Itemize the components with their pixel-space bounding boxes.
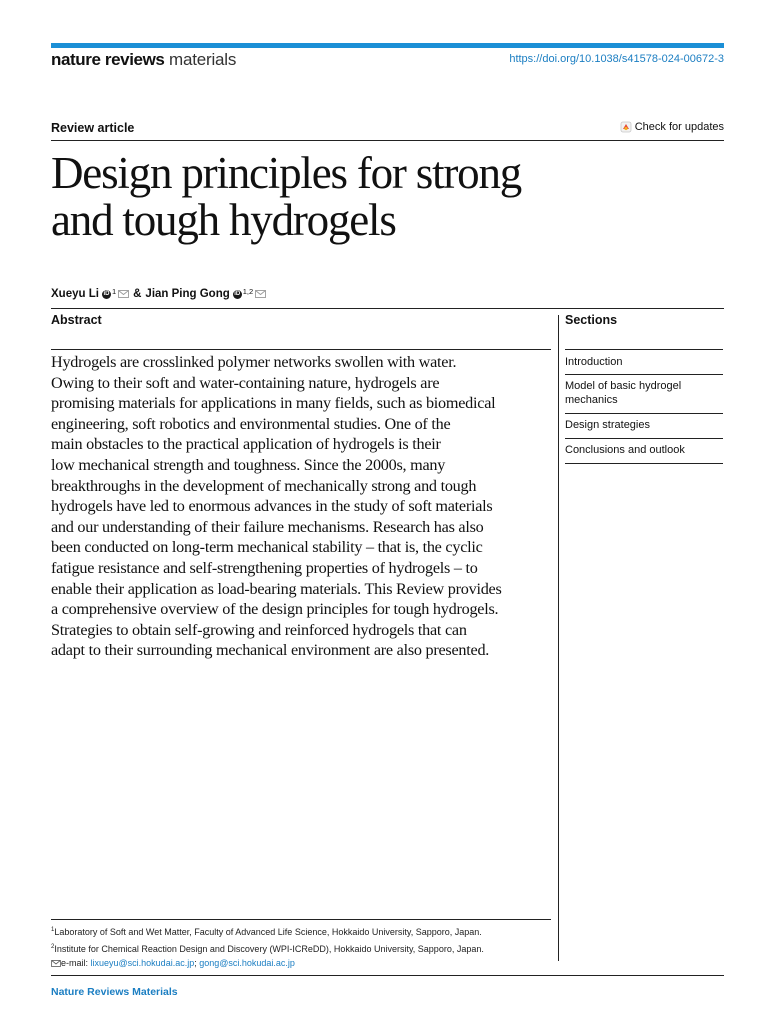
abstract-line: breakthroughs in the development of mechanically strong and tough [51,476,477,495]
sections-divider [565,438,723,439]
journal-name-regular: materials [169,50,237,69]
abstract-line: Strategies to obtain self-growing and reinforced hydrogels that can [51,620,467,639]
abstract-divider [51,349,551,350]
footnotes [51,923,484,971]
check-for-updates-button[interactable] [620,121,724,133]
title-line-1: Design principles for strong [51,148,522,198]
abstract-line: Hydrogels are crosslinked polymer networks swollen with water. [51,353,457,371]
affiliation-text: Institute for Chemical Reaction Design and Discovery (WPI-ICReDD), Hokkaido University, Sapporo, Japan. [54,943,484,954]
affiliation-number: 2 [51,943,55,950]
author-list [51,288,266,300]
author-affiliation-2: 1,2 [242,286,254,296]
mail-icon[interactable] [118,290,129,298]
abstract-line: hydrogels have led to enormous advances in the study of soft materials [51,497,493,516]
update-badge-icon [620,121,632,133]
journal-accent-bar [51,43,724,48]
sections-divider [565,374,723,375]
footer-journal-name[interactable]: Nature Reviews Materials [51,986,178,998]
orcid-icon[interactable]: iD [234,290,241,297]
article-title [51,150,521,244]
abstract-line: main obstacles to the practical application of hydrogels is their [51,435,441,454]
author-name-2[interactable]: Jian Ping Gong [145,288,230,300]
email-link-2[interactable]: gong@sci.hokudai.ac.jp [199,958,295,968]
mail-icon[interactable] [255,290,266,298]
affiliation-text: Laboratory of Soft and Wet Matter, Faculty of Advanced Life Science, Hokkaido University, Sapporo, Japan. [54,927,482,937]
footer-divider [51,975,724,976]
sections-heading: Sections [565,313,618,327]
author-divider [51,308,724,309]
abstract-line: fatigue resistance and self-strengthening properties of hydrogels – to [51,558,478,577]
abstract-text [51,352,556,661]
section-link-model[interactable]: Model of basic hydrogel mechanics [565,380,682,406]
sections-divider [565,413,723,414]
author-name-1[interactable]: Xueyu Li [51,288,99,300]
journal-name-bold: nature reviews [51,50,165,69]
email-label: e-mail: [61,958,91,968]
abstract-line: low mechanical strength and toughness. Since the 2000s, many [51,455,446,474]
footnote-divider [51,919,551,920]
abstract-line: promising materials for applications in many fields, such as biomedical [51,394,496,413]
title-line-2: and tough hydrogels [51,195,396,245]
doi-link[interactable]: https://doi.org/10.1038/s41578-024-00672-3 [509,53,724,65]
abstract-heading: Abstract [51,313,102,327]
affiliation-2 [51,940,484,957]
sections-divider [565,463,723,464]
affiliation-number: 1 [51,927,55,933]
email-line [51,956,484,971]
abstract-line: and our understanding of their failure mechanisms. Research has also [51,517,484,536]
email-separator: ; [194,958,200,968]
sections-divider [565,349,723,350]
section-link-conclusions[interactable]: Conclusions and outlook [565,444,685,456]
author-separator: & [133,288,142,300]
abstract-line: Owing to their soft and water-containing nature, hydrogels are [51,373,440,392]
abstract-line: engineering, soft robotics and environmental studies. One of the [51,414,451,433]
mail-icon [51,960,61,967]
section-link-introduction[interactable]: Introduction [565,356,623,368]
abstract-line: enable their application as load-bearing materials. This Review provides [51,579,502,598]
email-link-1[interactable]: lixueyu@sci.hokudai.ac.jp [90,958,195,968]
check-for-updates-label: Check for updates [634,121,724,133]
author-affiliation-1: 1 [111,286,117,296]
header-divider [51,140,724,141]
affiliation-1 [51,923,484,940]
section-link-design-strategies[interactable]: Design strategies [565,419,650,431]
journal-name[interactable] [51,50,236,70]
orcid-icon[interactable]: iD [103,290,110,297]
abstract-line: a comprehensive overview of the design principles for tough hydrogels. [51,600,499,619]
column-divider [558,315,559,961]
abstract-line: been conducted on long-term mechanical stability – that is, the cyclic [51,538,483,557]
abstract-line: adapt to their surrounding mechanical environment are also presented. [51,641,490,660]
article-type: Review article [51,121,135,135]
